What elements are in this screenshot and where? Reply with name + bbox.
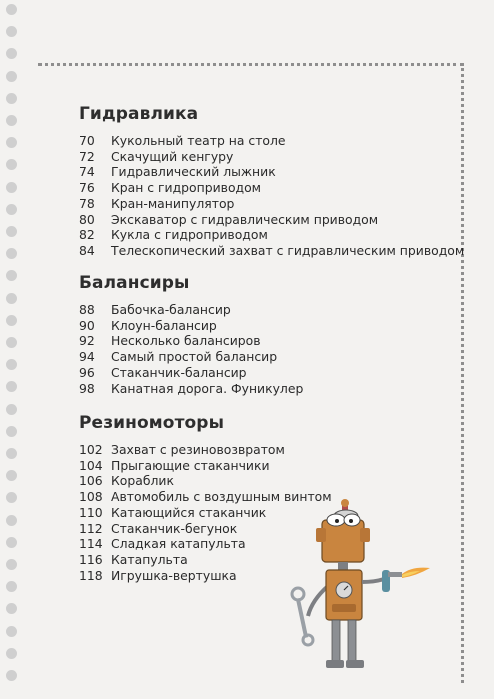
binding-hole [6, 315, 17, 326]
robot-body [326, 570, 362, 620]
toc-entry [79, 365, 303, 381]
section-title: Балансиры [79, 273, 190, 293]
binding-hole [6, 248, 17, 259]
toc-entry-title: Самый простой балансир [111, 349, 278, 365]
toc-page-number: 78 [79, 195, 95, 211]
toc-entry-title: Кукла с гидроприводом [111, 227, 268, 243]
toc-entry-title: Канатная дорога. Фуникулер [111, 380, 304, 396]
toc-page-number: 114 [79, 536, 103, 552]
binding-hole [6, 537, 17, 548]
toc-entry [79, 302, 303, 318]
binding-hole [6, 648, 17, 659]
binding-hole [6, 204, 17, 215]
toc-entry-title: Кукольный театр на столе [111, 133, 286, 148]
robot-illustration [290, 490, 440, 680]
binding-hole [6, 670, 17, 681]
binding-hole [6, 559, 17, 570]
toc-page-number: 82 [79, 227, 95, 243]
binding-hole [6, 603, 17, 614]
toc-page-number: 104 [79, 457, 103, 473]
toc-entry [79, 243, 464, 259]
toc-entry [79, 458, 332, 474]
toc-entry-title: Кораблик [111, 473, 174, 489]
toc-page-number: 84 [79, 242, 95, 258]
toc-entry-title: Гидравлический лыжник [111, 164, 276, 180]
toc-entry [79, 381, 303, 397]
robot-head [316, 499, 370, 562]
toc-entry-title: Игрушка-вертушка [111, 567, 237, 583]
wrench-icon [292, 588, 313, 645]
toc-entry-title: Кран-манипулятор [111, 195, 235, 211]
binding-hole [6, 226, 17, 237]
binding-hole [6, 4, 17, 15]
toc-page-number: 80 [79, 211, 95, 227]
binding-hole [6, 337, 17, 348]
toc-page-number: 94 [79, 349, 95, 365]
toc-entry [79, 318, 303, 334]
toc-page-number: 118 [79, 567, 103, 583]
toc-entry-title: Клоун-балансир [111, 317, 217, 333]
toc-entry-title: Катапульта [111, 551, 188, 567]
binding-hole [6, 93, 17, 104]
toc-page-number: 98 [79, 380, 95, 396]
toc-entry-title: Скачущий кенгуру [111, 148, 234, 164]
toc-page-number: 110 [79, 504, 103, 520]
toc-entry-title: Кран с гидроприводом [111, 180, 262, 196]
toc-entry [79, 164, 464, 180]
dotted-border-top [38, 63, 464, 66]
toc-entry-title: Прыгающие стаканчики [111, 457, 270, 473]
binding-hole [6, 581, 17, 592]
binding-hole [6, 492, 17, 503]
toc-entry [79, 149, 464, 165]
toc-page-number: 102 [79, 442, 103, 457]
toc-entry [79, 442, 332, 458]
binding-hole [6, 515, 17, 526]
toc-entry-title: Бабочка-балансир [111, 302, 231, 317]
toc-entry [79, 133, 464, 149]
binding-hole [6, 426, 17, 437]
binding-hole [6, 448, 17, 459]
toc-page-number: 116 [79, 551, 103, 567]
toc-entry [79, 333, 303, 349]
toc-page-number: 74 [79, 164, 95, 180]
section-title: Резиномоторы [79, 413, 225, 433]
toc-entry [79, 212, 464, 228]
toc-entry [79, 349, 303, 365]
toc-page-number: 112 [79, 520, 103, 536]
toc-entry-title: Катающийся стаканчик [111, 504, 267, 520]
section-title: Гидравлика [79, 104, 199, 124]
binding-hole [6, 270, 17, 281]
toc-entry [79, 196, 464, 212]
binding-hole [6, 626, 17, 637]
binding-hole [6, 404, 17, 415]
section-hydraulics [79, 104, 464, 259]
binding-hole [6, 159, 17, 170]
toc-entry-title: Захват с резиновозвратом [111, 442, 285, 457]
binding-hole [6, 48, 17, 59]
binding-hole [6, 293, 17, 304]
binding-hole [6, 470, 17, 481]
toc-page-number: 108 [79, 489, 103, 505]
binding-hole [6, 115, 17, 126]
toc-page-number: 88 [79, 302, 95, 317]
toc-entry-title: Сладкая катапульта [111, 536, 246, 552]
binding-hole [6, 381, 17, 392]
toc-entry-title: Экскаватор с гидравлическим приводом [111, 211, 379, 227]
toc-entry-title: Несколько балансиров [111, 333, 261, 349]
toc-entry [79, 473, 332, 489]
toc-entry [79, 227, 464, 243]
toc-page-number: 106 [79, 473, 103, 489]
toc-page-number: 92 [79, 333, 95, 349]
toc-page-number: 76 [79, 180, 95, 196]
section-balancers [79, 273, 303, 396]
blowtorch-icon [382, 568, 430, 592]
toc-page-number: 70 [79, 133, 95, 148]
toc-page-number: 90 [79, 317, 95, 333]
binding-hole [6, 26, 17, 37]
toc-list [79, 133, 464, 259]
binding-hole [6, 182, 17, 193]
toc-page-number: 96 [79, 364, 95, 380]
spiral-binding-holes [6, 4, 20, 694]
toc-entry-title: Стаканчик-балансир [111, 364, 247, 380]
toc-page-number: 72 [79, 148, 95, 164]
toc-entry-title: Телескопический захват с гидравлическим приводом [111, 242, 465, 258]
binding-hole [6, 137, 17, 148]
toc-entry-title: Стаканчик-бегунок [111, 520, 238, 536]
binding-hole [6, 359, 17, 370]
binding-hole [6, 71, 17, 82]
toc-entry [79, 180, 464, 196]
toc-list [79, 302, 303, 396]
toc-entry-title: Автомобиль с воздушным винтом [111, 489, 332, 505]
